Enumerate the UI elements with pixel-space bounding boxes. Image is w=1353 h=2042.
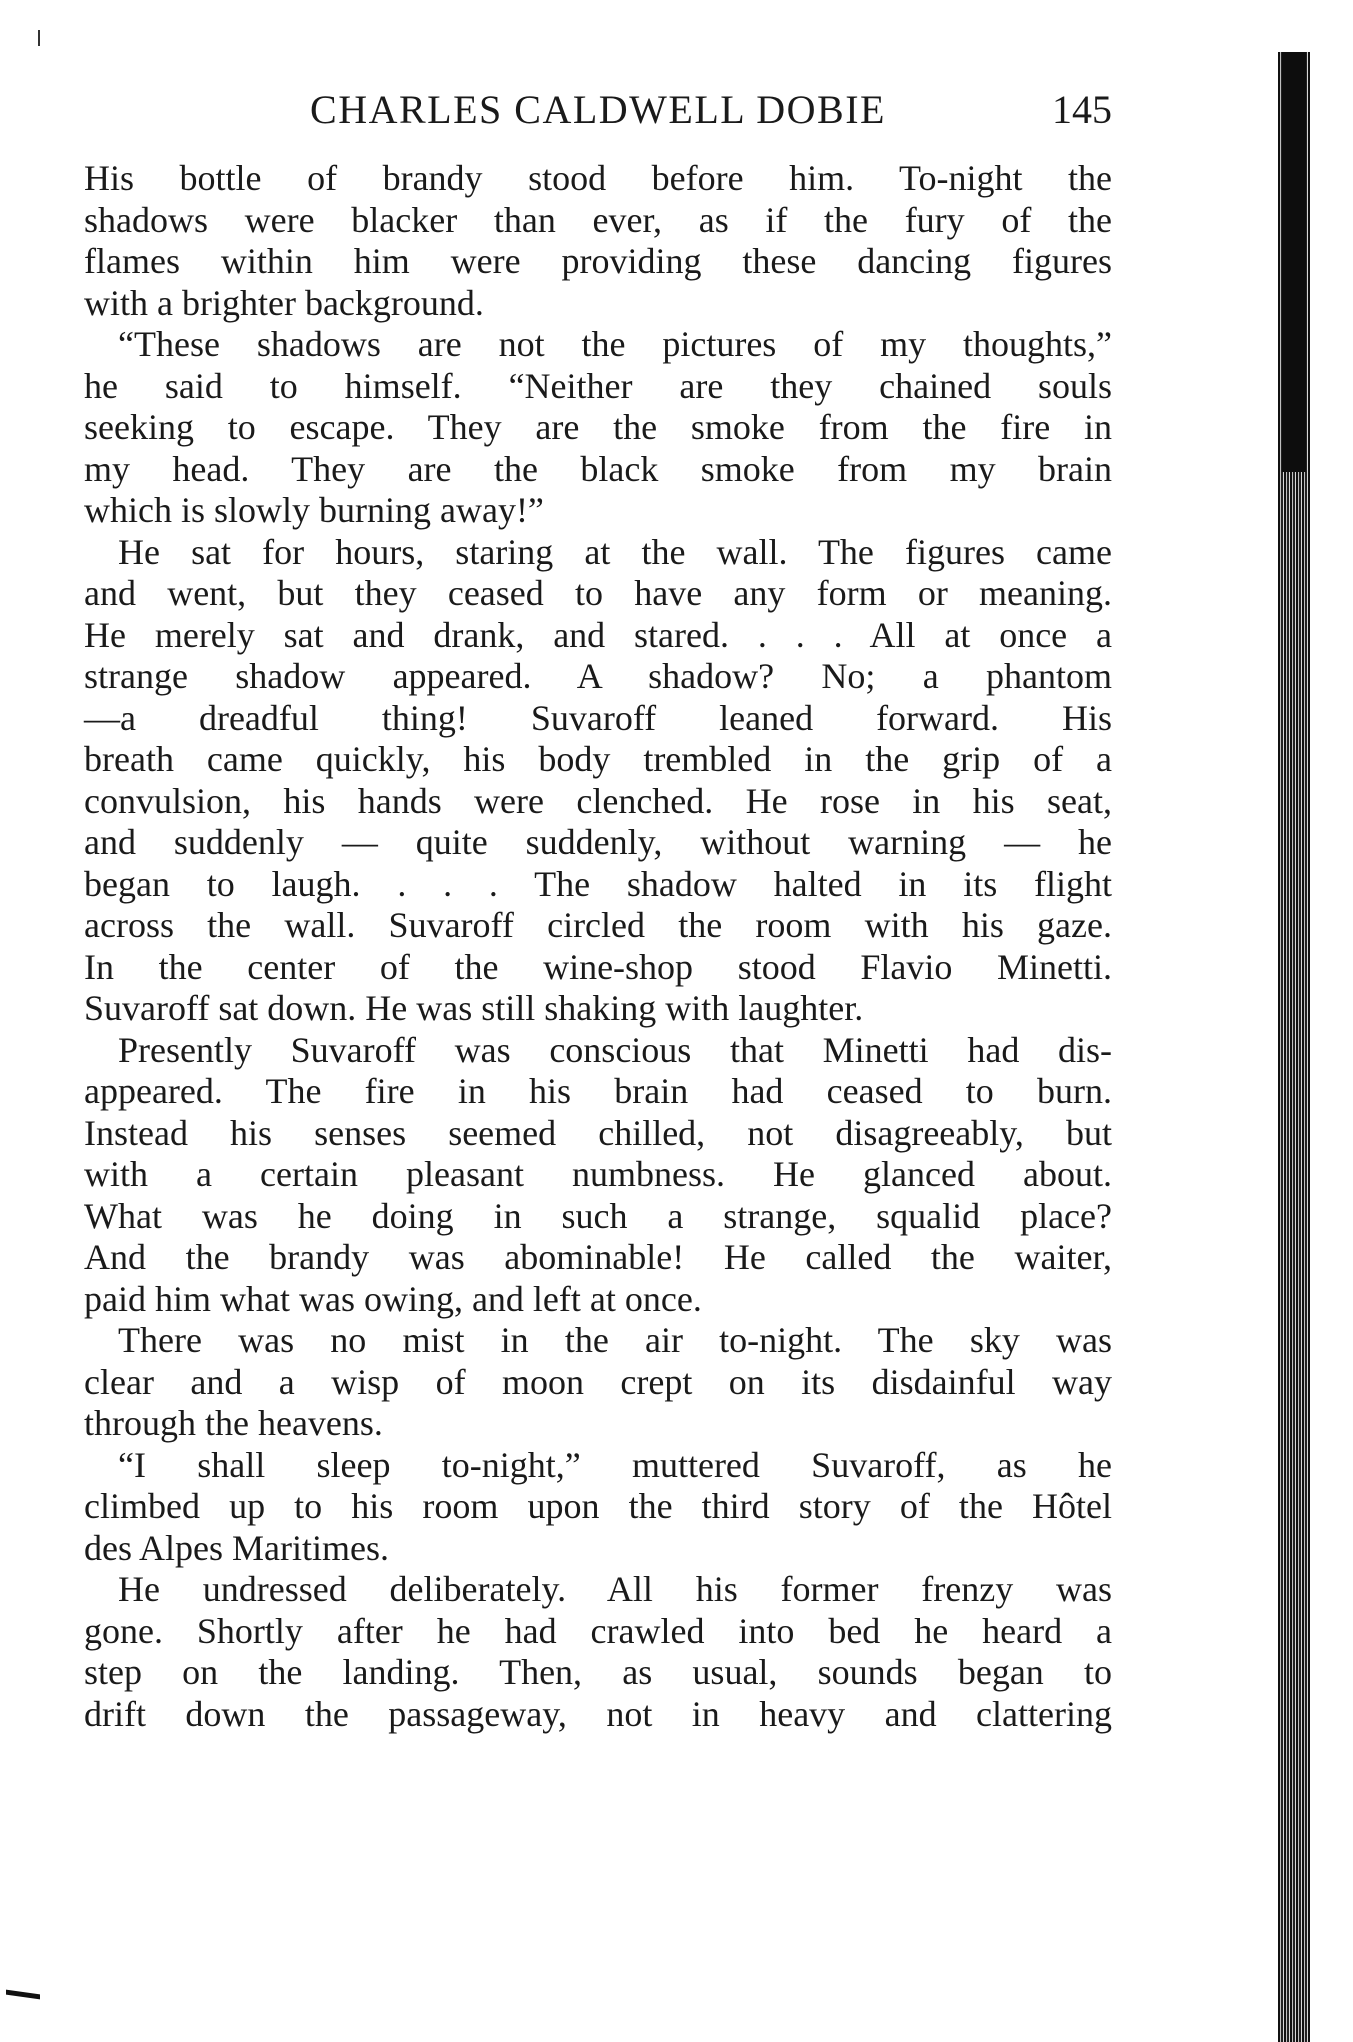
text-line: convulsion, his hands were clenched. He rose in his seat, [84, 780, 1112, 821]
text-line: Presently Suvaroff was conscious that Minetti had dis- [118, 1029, 1112, 1070]
text-line: flames within him were providing these dancing figures [84, 241, 1112, 281]
text-line: seeking to escape. They are the smoke from the fire in [84, 407, 1112, 447]
text-line: His bottle of brandy stood before him. To-night the [84, 158, 1112, 198]
text-line: There was no mist in the air to-night. The sky was [118, 1320, 1112, 1360]
text-line: shadows were blacker than ever, as if the fury of the [84, 199, 1112, 240]
text-line: des Alpes Maritimes. [84, 1527, 389, 1568]
text-line: —a dreadful thing! Suvaroff leaned forward. His [84, 697, 1112, 738]
text-line: He merely sat and drank, and stared. . . . All at once a [84, 614, 1112, 655]
text-line: gone. Shortly after he had crawled into bed he heard a [84, 1610, 1112, 1651]
text-line: my head. They are the black smoke from my brain [84, 448, 1112, 489]
text-line: strange shadow appeared. A shadow? No; a phantom [84, 656, 1112, 696]
binding-shadow [1282, 52, 1306, 472]
margin-mark [38, 30, 40, 46]
text-line: across the wall. Suvaroff circled the room with his gaze. [84, 905, 1112, 945]
text-line: clear and a wisp of moon crept on its disdainful way [84, 1361, 1112, 1402]
text-line: appeared. The fire in his brain had ceased to burn. [84, 1071, 1112, 1111]
text-line: “I shall sleep to-night,” muttered Suvaroff, as he [118, 1444, 1112, 1485]
text-line: Instead his senses seemed chilled, not disagreeably, but [84, 1112, 1112, 1153]
text-line: In the center of the wine-shop stood Flavio Minetti. [84, 946, 1112, 987]
text-line: drift down the passageway, not in heavy and clattering [84, 1693, 1112, 1734]
text-line: and went, but they ceased to have any form or meaning. [84, 573, 1112, 613]
text-line: He sat for hours, staring at the wall. The figures came [118, 531, 1112, 572]
text-line: breath came quickly, his body trembled in the grip of a [84, 739, 1112, 779]
text-line: He undressed deliberately. All his former frenzy was [118, 1569, 1112, 1609]
running-head [84, 84, 1112, 136]
running-head-title: CHARLES CALDWELL DOBIE [310, 87, 886, 132]
margin-mark [6, 1990, 40, 2000]
text-line: he said to himself. “Neither are they chained souls [84, 365, 1112, 406]
text-line: with a certain pleasant numbness. He glanced about. [84, 1154, 1112, 1194]
text-line: which is slowly burning away!” [84, 490, 544, 530]
text-line: paid him what was owing, and left at once. [84, 1278, 702, 1319]
text-line: with a brighter background. [84, 282, 484, 323]
text-line: And the brandy was abominable! He called the waiter, [84, 1237, 1112, 1277]
text-line: step on the landing. Then, as usual, sounds began to [84, 1652, 1112, 1692]
text-line: “These shadows are not the pictures of my thoughts,” [118, 324, 1112, 364]
text-line: began to laugh. . . . The shadow halted in its flight [84, 863, 1112, 904]
body-text [84, 158, 1112, 1735]
text-line: climbed up to his room upon the third story of the Hôtel [84, 1486, 1112, 1526]
text-line: Suvaroff sat down. He was still shaking with laughter. [84, 988, 864, 1028]
text-line: and suddenly — quite suddenly, without warning — he [84, 822, 1112, 862]
text-line: through the heavens. [84, 1403, 383, 1443]
text-line: What was he doing in such a strange, squalid place? [84, 1195, 1112, 1236]
page-number: 145 [1052, 87, 1112, 132]
